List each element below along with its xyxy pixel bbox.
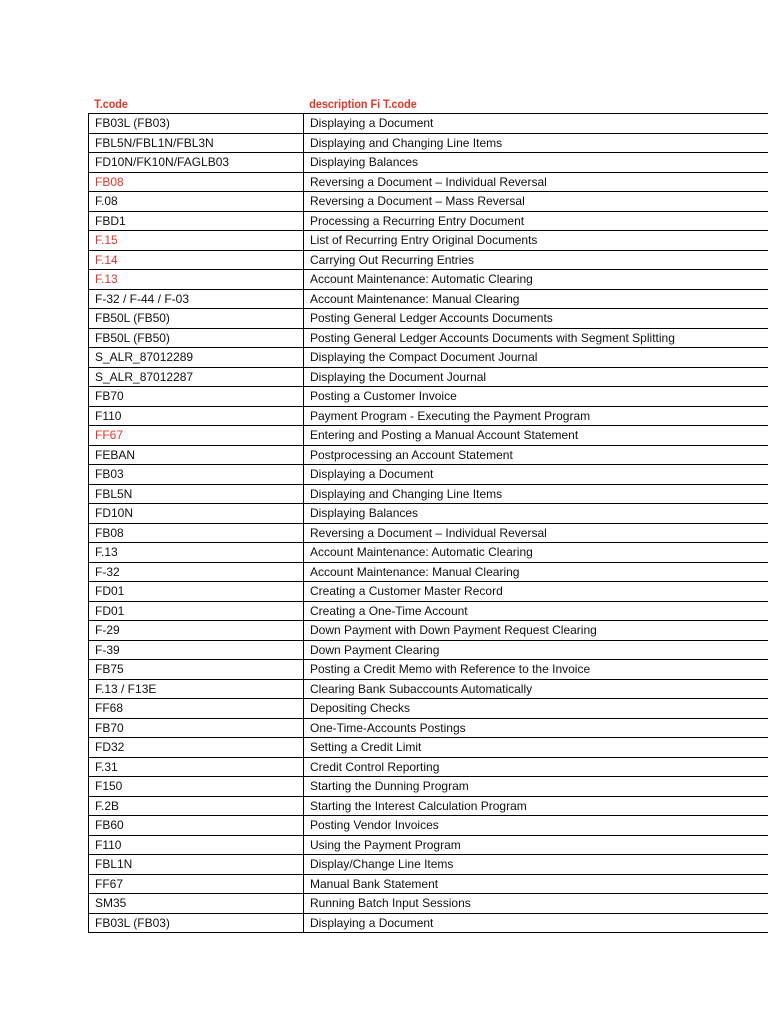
description-cell: Reversing a Document – Individual Reversal: [304, 172, 768, 192]
tcode-cell: F110: [89, 406, 304, 426]
table-row: [89, 192, 768, 212]
tcode-cell: FB70: [89, 387, 304, 407]
header-tcode: T.code: [94, 97, 128, 111]
tcode-cell: FD10N/FK10N/FAGLB03: [89, 153, 304, 173]
table-row: [89, 835, 768, 855]
description-cell: Down Payment with Down Payment Request Clearing: [304, 621, 768, 641]
table-row: [89, 640, 768, 660]
table-row: [89, 816, 768, 836]
table-row: [89, 465, 768, 485]
description-cell: Account Maintenance: Automatic Clearing: [304, 543, 768, 563]
description-cell: List of Recurring Entry Original Documents: [304, 231, 768, 251]
tcode-cell: S_ALR_87012289: [89, 348, 304, 368]
description-cell: Display/Change Line Items: [304, 855, 768, 875]
description-cell: Displaying and Changing Line Items: [304, 484, 768, 504]
table-row: [89, 348, 768, 368]
description-cell: One-Time-Accounts Postings: [304, 718, 768, 738]
tcode-cell: FBL1N: [89, 855, 304, 875]
table-row: [89, 738, 768, 758]
table-row: [89, 211, 768, 231]
description-cell: Entering and Posting a Manual Account Statement: [304, 426, 768, 446]
table-row: [89, 874, 768, 894]
tcode-cell: F.2B: [89, 796, 304, 816]
table-row: [89, 309, 768, 329]
description-cell: Setting a Credit Limit: [304, 738, 768, 758]
description-cell: Credit Control Reporting: [304, 757, 768, 777]
table-row: [89, 543, 768, 563]
tcode-cell: F-29: [89, 621, 304, 641]
tcode-cell: FB60: [89, 816, 304, 836]
tcode-grid: [88, 113, 768, 933]
tcode-cell: F.13 / F13E: [89, 679, 304, 699]
description-cell: Starting the Interest Calculation Program: [304, 796, 768, 816]
tcode-cell: FB50L (FB50): [89, 309, 304, 329]
table-row: [89, 289, 768, 309]
tcode-cell: FBD1: [89, 211, 304, 231]
table-row: [89, 562, 768, 582]
description-cell: Displaying Balances: [304, 504, 768, 524]
header-description: description Fi T.code: [309, 97, 417, 111]
table-row: [89, 504, 768, 524]
tcode-cell: FB08: [89, 172, 304, 192]
table-row: [89, 172, 768, 192]
table-header: [88, 94, 768, 113]
table-row: [89, 855, 768, 875]
description-cell: Posting Vendor Invoices: [304, 816, 768, 836]
description-cell: Displaying a Document: [304, 465, 768, 485]
description-cell: Posting a Customer Invoice: [304, 387, 768, 407]
table-body: [89, 114, 768, 933]
tcode-cell: FD32: [89, 738, 304, 758]
table-row: [89, 153, 768, 173]
tcode-cell: FB03: [89, 465, 304, 485]
description-cell: Starting the Dunning Program: [304, 777, 768, 797]
description-cell: Displaying a Document: [304, 913, 768, 933]
tcode-cell: F.13: [89, 543, 304, 563]
description-cell: Creating a Customer Master Record: [304, 582, 768, 602]
description-cell: Posting General Ledger Accounts Documents: [304, 309, 768, 329]
table-row: [89, 582, 768, 602]
description-cell: Posting a Credit Memo with Reference to the Invoice: [304, 660, 768, 680]
description-cell: Running Batch Input Sessions: [304, 894, 768, 914]
tcode-table: [88, 94, 768, 933]
description-cell: Using the Payment Program: [304, 835, 768, 855]
table-row: [89, 913, 768, 933]
table-row: [89, 621, 768, 641]
description-cell: Reversing a Document – Mass Reversal: [304, 192, 768, 212]
description-cell: Manual Bank Statement: [304, 874, 768, 894]
table-row: [89, 406, 768, 426]
tcode-cell: SM35: [89, 894, 304, 914]
table-row: [89, 796, 768, 816]
description-cell: Payment Program - Executing the Payment Program: [304, 406, 768, 426]
tcode-cell: FD10N: [89, 504, 304, 524]
tcode-cell: FB75: [89, 660, 304, 680]
description-cell: Postprocessing an Account Statement: [304, 445, 768, 465]
tcode-cell: FB03L (FB03): [89, 913, 304, 933]
description-cell: Clearing Bank Subaccounts Automatically: [304, 679, 768, 699]
table-row: [89, 445, 768, 465]
tcode-cell: F.08: [89, 192, 304, 212]
tcode-cell: FF68: [89, 699, 304, 719]
description-cell: Depositing Checks: [304, 699, 768, 719]
table-row: [89, 231, 768, 251]
tcode-cell: F.31: [89, 757, 304, 777]
tcode-cell: FBL5N: [89, 484, 304, 504]
table-row: [89, 270, 768, 290]
tcode-cell: FBL5N/FBL1N/FBL3N: [89, 133, 304, 153]
table-row: [89, 328, 768, 348]
tcode-cell: FEBAN: [89, 445, 304, 465]
table-row: [89, 367, 768, 387]
description-cell: Account Maintenance: Manual Clearing: [304, 562, 768, 582]
tcode-cell: F.13: [89, 270, 304, 290]
table-row: [89, 757, 768, 777]
description-cell: Down Payment Clearing: [304, 640, 768, 660]
description-cell: Carrying Out Recurring Entries: [304, 250, 768, 270]
description-cell: Creating a One-Time Account: [304, 601, 768, 621]
table-row: [89, 133, 768, 153]
tcode-cell: S_ALR_87012287: [89, 367, 304, 387]
tcode-cell: F110: [89, 835, 304, 855]
description-cell: Account Maintenance: Automatic Clearing: [304, 270, 768, 290]
table-row: [89, 601, 768, 621]
tcode-cell: FB70: [89, 718, 304, 738]
description-cell: Displaying a Document: [304, 114, 768, 134]
tcode-cell: FD01: [89, 601, 304, 621]
tcode-cell: F.14: [89, 250, 304, 270]
tcode-cell: FF67: [89, 874, 304, 894]
description-cell: Displaying the Document Journal: [304, 367, 768, 387]
tcode-cell: FB03L (FB03): [89, 114, 304, 134]
description-cell: Reversing a Document – Individual Reversal: [304, 523, 768, 543]
tcode-cell: F-39: [89, 640, 304, 660]
tcode-cell: F.15: [89, 231, 304, 251]
description-cell: Processing a Recurring Entry Document: [304, 211, 768, 231]
table-row: [89, 426, 768, 446]
table-row: [89, 523, 768, 543]
table-row: [89, 699, 768, 719]
table-row: [89, 894, 768, 914]
table-row: [89, 660, 768, 680]
table-row: [89, 777, 768, 797]
description-cell: Displaying Balances: [304, 153, 768, 173]
tcode-cell: FB50L (FB50): [89, 328, 304, 348]
tcode-cell: F-32 / F-44 / F-03: [89, 289, 304, 309]
tcode-cell: FD01: [89, 582, 304, 602]
table-row: [89, 718, 768, 738]
table-row: [89, 679, 768, 699]
tcode-cell: FB08: [89, 523, 304, 543]
description-cell: Account Maintenance: Manual Clearing: [304, 289, 768, 309]
tcode-cell: F-32: [89, 562, 304, 582]
table-row: [89, 387, 768, 407]
description-cell: Posting General Ledger Accounts Documents with Segment Splitting: [304, 328, 768, 348]
table-row: [89, 114, 768, 134]
tcode-cell: F150: [89, 777, 304, 797]
table-row: [89, 250, 768, 270]
table-row: [89, 484, 768, 504]
description-cell: Displaying and Changing Line Items: [304, 133, 768, 153]
tcode-cell: FF67: [89, 426, 304, 446]
description-cell: Displaying the Compact Document Journal: [304, 348, 768, 368]
